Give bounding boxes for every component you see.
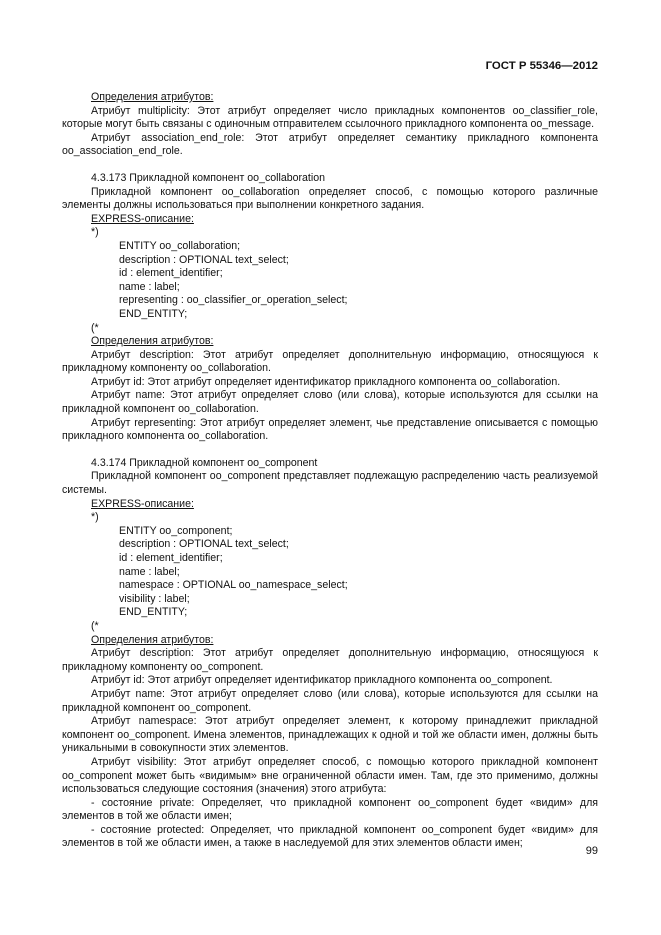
express-close-marker: (* — [91, 321, 99, 334]
code-line: ENTITY oo_component; — [119, 524, 233, 537]
document-header: ГОСТ Р 55346—2012 — [485, 60, 598, 72]
attribute-definition: Атрибут visibility: Этот атрибут определяет способ, с помощью которого прикладной компонент oo_component может быть «видимым» вне ограниченной области имен. Там, где это применимо, должны использоваться следующие состояния (значения) этого атрибута: — [62, 755, 598, 796]
express-description-label: EXPRESS-описание: — [91, 212, 194, 225]
code-line: ENTITY oo_collaboration; — [119, 239, 241, 252]
attributes-definitions-title: Определения атрибутов: — [91, 633, 214, 646]
attribute-definition: Атрибут namespace: Этот атрибут определяет элемент, к которому принадлежит прикладной компонент oo_component. Имена элементов, принадлежащих к одной и той же области имен, должны быть уникальными в совокупности этих элементов. — [62, 715, 598, 755]
paragraph-multiplicity: Атрибут multiplicity: Этот атрибут определяет число прикладных компонентов oo_classifier_role, которые могут быть связаны с одиночным отправителем ссылочного прикладного компонента oo_message. — [62, 104, 598, 131]
page-number: 99 — [585, 845, 598, 857]
visibility-state-protected: - состояние protected: Определяет, что прикладной компонент oo_component будет «видим» для элементов в той же области имен, а также в наследуемой для этих элементов области имен; — [62, 823, 598, 850]
code-line: visibility : label; — [119, 592, 190, 605]
attribute-definition: Атрибут id: Этот атрибут определяет идентификатор прикладного компонента oo_collaboration. — [91, 375, 561, 388]
express-open-marker: *) — [91, 226, 99, 239]
code-line: name : label; — [119, 280, 180, 293]
attribute-definition: Атрибут representing: Этот атрибут определяет элемент, чье представление описывается с помощью прикладного компонента oo_collaboration. — [62, 416, 598, 443]
attributes-definitions-title: Определения атрибутов: — [91, 91, 214, 103]
attribute-definition: Атрибут name: Этот атрибут определяет слово (или слова), которые используются для ссылки на прикладной компонент oo_collaboration. — [62, 389, 598, 416]
page-body — [62, 91, 598, 851]
code-line: id : element_identifier; — [119, 552, 223, 564]
section-description-4-3-174: Прикладной компонент oo_component представляет подлежащую распределению часть реализуемой системы. — [62, 470, 598, 497]
attribute-definition: Атрибут id: Этот атрибут определяет идентификатор прикладного компонента oo_component. — [91, 674, 553, 687]
attribute-definition: Атрибут name: Этот атрибут определяет слово (или слова), которые используются для ссылки на прикладной компонент oo_component. — [62, 687, 598, 714]
express-close-marker: (* — [91, 619, 99, 632]
code-line: END_ENTITY; — [119, 307, 188, 320]
code-line: description : OPTIONAL text_select; — [119, 253, 289, 266]
section-heading-4-3-173: 4.3.173 Прикладной компонент oo_collaboration — [91, 171, 326, 184]
code-line: representing : oo_classifier_or_operation_select; — [119, 294, 348, 307]
attributes-definitions-title: Определения атрибутов: — [91, 335, 214, 348]
code-line: description : OPTIONAL text_select; — [119, 538, 289, 551]
attribute-definition: Атрибут description: Этот атрибут определяет дополнительную информацию, относящуюся к прикладному компоненту oo_component. — [62, 647, 598, 673]
code-line: name : label; — [119, 565, 180, 578]
section-description-4-3-173: Прикладной компонент oo_collaboration определяет способ, с помощью которого различные элементы должны использоваться при выполнении конкретного задания. — [62, 185, 598, 212]
code-line: id : element_identifier; — [119, 267, 223, 280]
visibility-state-private: - состояние private: Определяет, что прикладной компонент oo_component будет «видим» для элементов в той же области имен; — [62, 796, 598, 823]
express-open-marker: *) — [91, 511, 99, 524]
attribute-definition: Атрибут description: Этот атрибут определяет дополнительную информацию, относящуюся к прикладному компоненту oo_collaboration. — [62, 348, 598, 375]
paragraph-association-end-role: Атрибут association_end_role: Этот атрибут определяет семантику прикладного компонента oo_association_end_role. — [62, 131, 598, 158]
code-line: namespace : OPTIONAL oo_namespace_select; — [119, 579, 348, 592]
section-heading-4-3-174: 4.3.174 Прикладной компонент oo_component — [91, 456, 318, 469]
code-line: END_ENTITY; — [119, 606, 188, 619]
express-description-label: EXPRESS-описание: — [91, 497, 194, 510]
